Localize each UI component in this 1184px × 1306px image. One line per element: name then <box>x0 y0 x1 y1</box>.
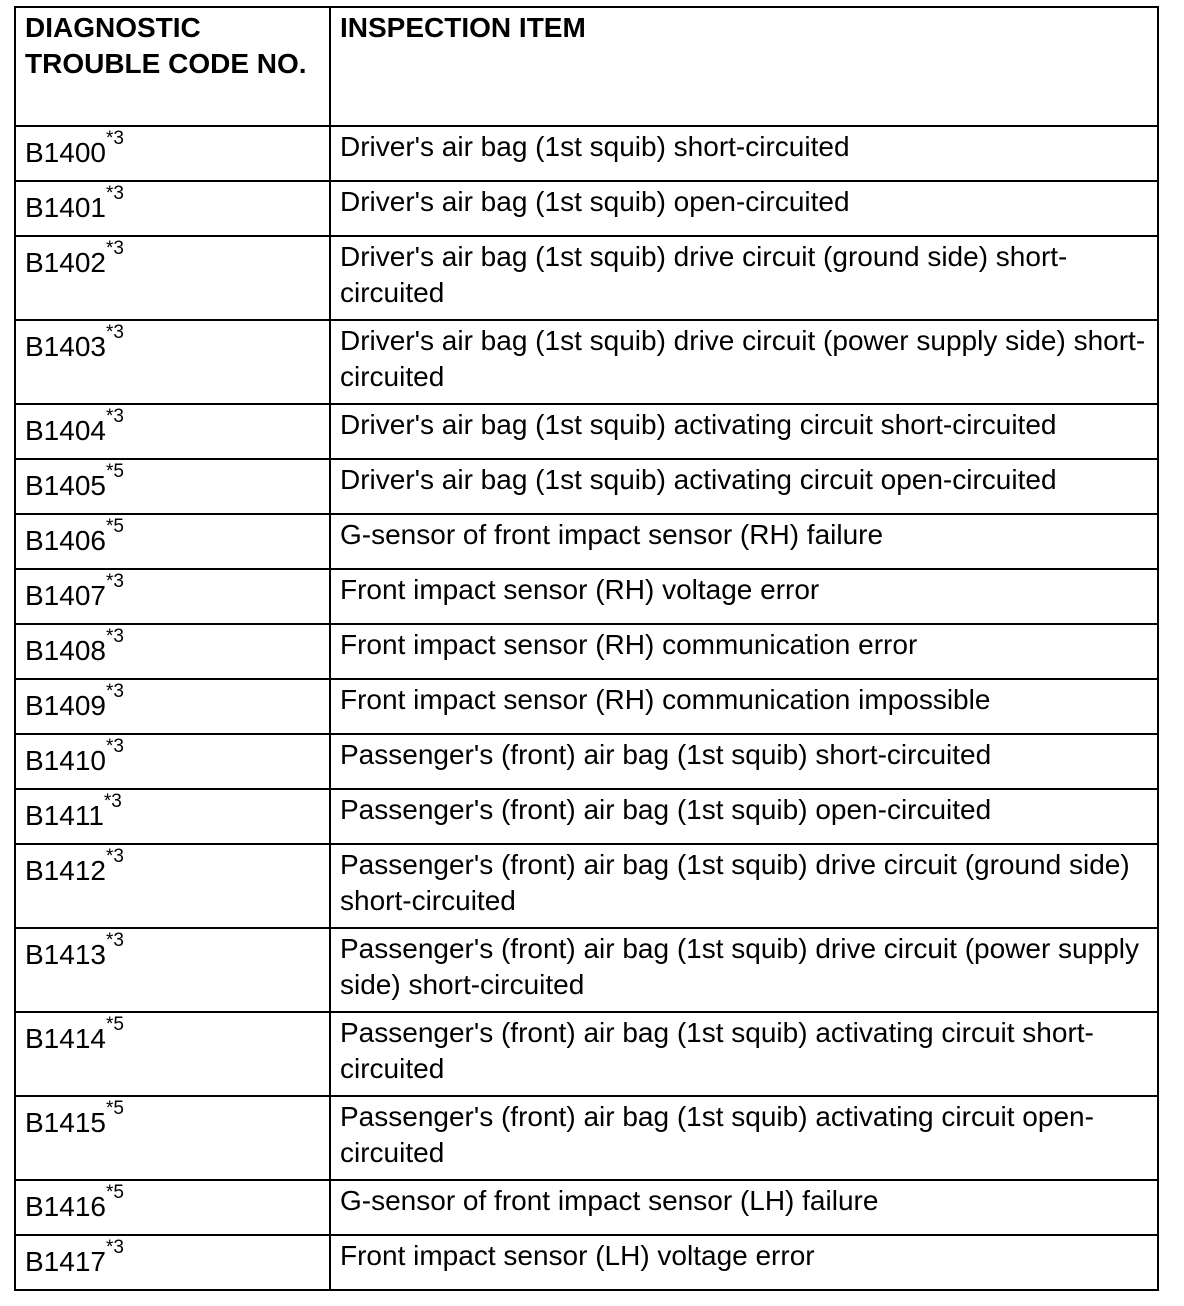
dtc-code-cell <box>15 569 330 624</box>
header-inspection-item: INSPECTION ITEM <box>330 7 1158 126</box>
inspection-item: G-sensor of front impact sensor (RH) failure <box>330 514 1158 569</box>
dtc-code: B1403 <box>25 331 106 362</box>
table-row <box>15 1235 1158 1290</box>
dtc-code: B1417 <box>25 1246 106 1277</box>
dtc-code-cell <box>15 1012 330 1096</box>
table-row <box>15 789 1158 844</box>
dtc-note: *3 <box>105 736 124 757</box>
dtc-code-cell <box>15 789 330 844</box>
dtc-code: B1401 <box>25 192 106 223</box>
dtc-note: *3 <box>105 626 124 647</box>
dtc-note: *5 <box>105 1098 124 1119</box>
inspection-item: Front impact sensor (LH) voltage error <box>330 1235 1158 1290</box>
dtc-code-cell <box>15 126 330 181</box>
dtc-note: *5 <box>105 1182 124 1203</box>
dtc-code: B1414 <box>25 1023 106 1054</box>
dtc-note: *3 <box>105 128 124 149</box>
dtc-code: B1408 <box>25 635 106 666</box>
inspection-item: Front impact sensor (RH) voltage error <box>330 569 1158 624</box>
dtc-code: B1415 <box>25 1107 106 1138</box>
dtc-code-cell <box>15 320 330 404</box>
dtc-code-cell <box>15 514 330 569</box>
dtc-code: B1400 <box>25 137 106 168</box>
dtc-code: B1409 <box>25 690 106 721</box>
table-row <box>15 459 1158 514</box>
dtc-code-cell <box>15 928 330 1012</box>
dtc-code-cell <box>15 404 330 459</box>
table-row <box>15 569 1158 624</box>
table-row <box>15 514 1158 569</box>
dtc-code-cell <box>15 734 330 789</box>
inspection-item: Driver's air bag (1st squib) open-circuited <box>330 181 1158 236</box>
inspection-item: Passenger's (front) air bag (1st squib) drive circuit (ground side) short-circuited <box>330 844 1158 928</box>
table-header-row <box>15 7 1158 126</box>
dtc-code-cell <box>15 236 330 320</box>
inspection-item: Driver's air bag (1st squib) activating circuit short-circuited <box>330 404 1158 459</box>
dtc-code-cell <box>15 459 330 514</box>
dtc-note: *3 <box>105 846 124 867</box>
inspection-item: Driver's air bag (1st squib) activating circuit open-circuited <box>330 459 1158 514</box>
table-row <box>15 126 1158 181</box>
dtc-code: B1410 <box>25 745 106 776</box>
dtc-note: *3 <box>105 681 124 702</box>
table-row <box>15 928 1158 1012</box>
inspection-item: Driver's air bag (1st squib) drive circuit (power supply side) short-circuited <box>330 320 1158 404</box>
inspection-item: Passenger's (front) air bag (1st squib) open-circuited <box>330 789 1158 844</box>
dtc-code: B1406 <box>25 525 106 556</box>
dtc-note: *3 <box>105 183 124 204</box>
dtc-note: *5 <box>105 461 124 482</box>
dtc-code: B1407 <box>25 580 106 611</box>
dtc-table <box>14 6 1159 1291</box>
table-row <box>15 320 1158 404</box>
dtc-code: B1404 <box>25 415 106 446</box>
table-row <box>15 1012 1158 1096</box>
inspection-item: Front impact sensor (RH) communication impossible <box>330 679 1158 734</box>
dtc-code-cell <box>15 679 330 734</box>
inspection-item: Driver's air bag (1st squib) drive circuit (ground side) short-circuited <box>330 236 1158 320</box>
dtc-note: *3 <box>105 930 124 951</box>
dtc-code-cell <box>15 624 330 679</box>
dtc-code: B1416 <box>25 1191 106 1222</box>
dtc-note: *3 <box>105 406 124 427</box>
table-row <box>15 1180 1158 1235</box>
dtc-note: *3 <box>105 322 124 343</box>
table-row <box>15 1096 1158 1180</box>
dtc-code: B1413 <box>25 939 106 970</box>
header-code: DIAGNOSTIC TROUBLE CODE NO. <box>15 7 330 126</box>
table-row <box>15 679 1158 734</box>
inspection-item: Passenger's (front) air bag (1st squib) activating circuit short-circuited <box>330 1012 1158 1096</box>
dtc-code-cell <box>15 1096 330 1180</box>
table-row <box>15 181 1158 236</box>
table-row <box>15 734 1158 789</box>
dtc-code-cell <box>15 1180 330 1235</box>
dtc-note: *3 <box>105 238 124 259</box>
dtc-code: B1405 <box>25 470 106 501</box>
table-row <box>15 236 1158 320</box>
dtc-code: B1412 <box>25 855 106 886</box>
dtc-note: *5 <box>105 1014 124 1035</box>
dtc-note: *5 <box>105 516 124 537</box>
dtc-code-cell <box>15 1235 330 1290</box>
table-row <box>15 624 1158 679</box>
inspection-item: Front impact sensor (RH) communication error <box>330 624 1158 679</box>
dtc-code-cell <box>15 181 330 236</box>
dtc-note: *3 <box>105 1237 124 1258</box>
inspection-item: Passenger's (front) air bag (1st squib) short-circuited <box>330 734 1158 789</box>
inspection-item: G-sensor of front impact sensor (LH) failure <box>330 1180 1158 1235</box>
dtc-note: *3 <box>103 791 122 812</box>
inspection-item: Passenger's (front) air bag (1st squib) activating circuit open-circuited <box>330 1096 1158 1180</box>
inspection-item: Driver's air bag (1st squib) short-circuited <box>330 126 1158 181</box>
dtc-note: *3 <box>105 571 124 592</box>
dtc-code: B1402 <box>25 247 106 278</box>
dtc-code-cell <box>15 844 330 928</box>
inspection-item: Passenger's (front) air bag (1st squib) drive circuit (power supply side) short-circuited <box>330 928 1158 1012</box>
table-row <box>15 844 1158 928</box>
table-row <box>15 404 1158 459</box>
dtc-code: B1411 <box>25 800 104 831</box>
